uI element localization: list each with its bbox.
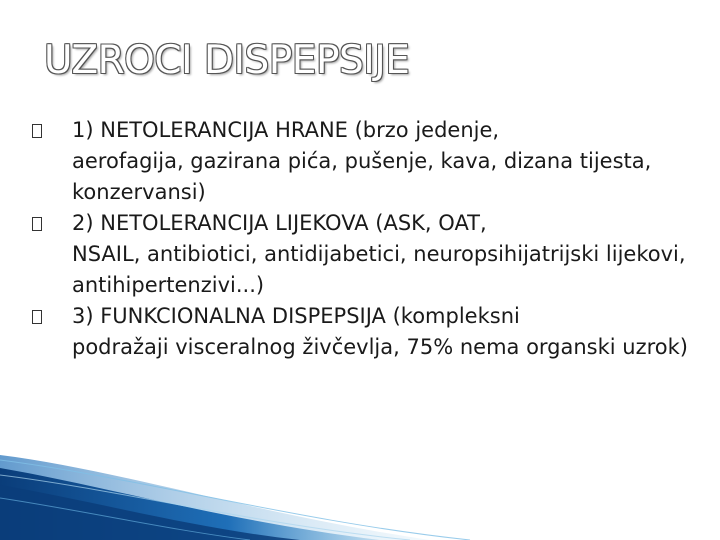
square-bullet-icon [32, 310, 42, 324]
bullet-text [72, 211, 686, 297]
square-bullet-icon [32, 217, 42, 231]
bullet-item [30, 301, 700, 363]
bullet-rest: podražaji visceralnog živčevlja, 75% nema organski uzrok) [72, 335, 689, 359]
slide-title: UZROCI DISPEPSIJE [44, 38, 410, 83]
bullet-head: 2) NETOLERANCIJA LIJEKOVA (ASK, OAT, [72, 211, 487, 235]
bullet-head: 3) FUNKCIONALNA DISPEPSIJA (kompleksni [72, 304, 520, 328]
bullet-item [30, 208, 700, 301]
bullet-item [30, 115, 700, 208]
bullet-rest: NSAIL, antibiotici, antidijabetici, neuropsihijatrijski lijekovi, antihipertenzivi...) [72, 242, 686, 297]
bullet-list [30, 115, 700, 363]
decorative-wave-graphic [0, 430, 720, 540]
bullet-text [72, 304, 688, 359]
bullet-head: 1) NETOLERANCIJA HRANE (brzo jedenje, [72, 118, 500, 142]
bullet-text [72, 118, 651, 204]
bullet-rest: aerofagija, gazirana pića, pušenje, kava, dizana tijesta, konzervansi) [72, 149, 652, 204]
square-bullet-icon [32, 124, 42, 138]
